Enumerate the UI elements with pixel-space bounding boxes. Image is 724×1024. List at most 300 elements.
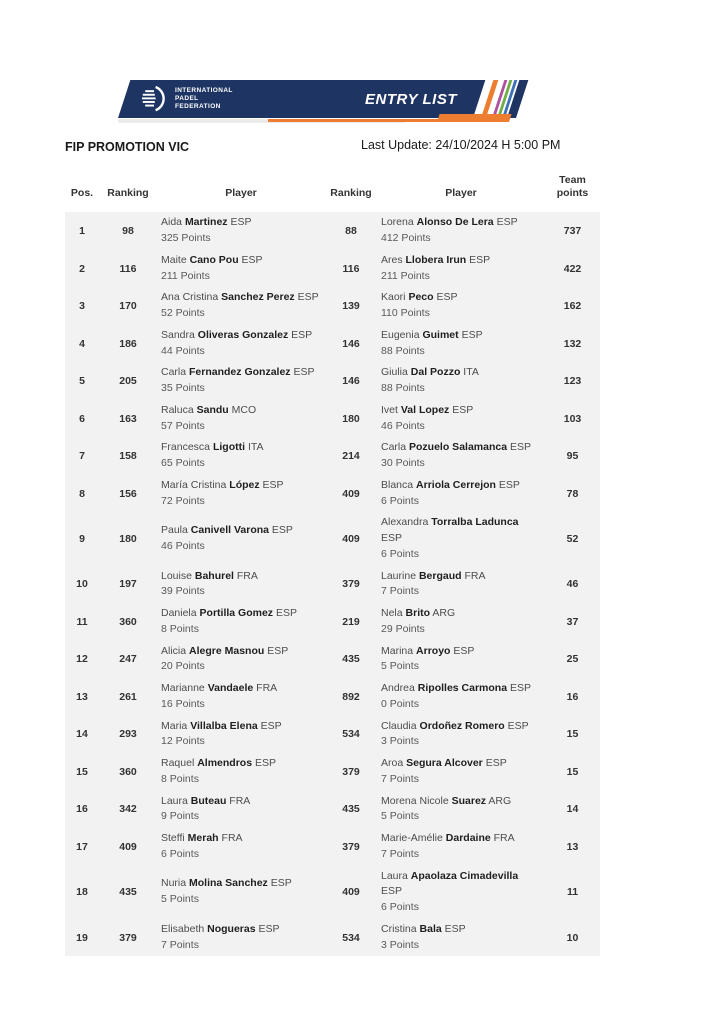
player-cell-b: [377, 566, 545, 604]
player-points: 46 Points: [161, 539, 205, 552]
player-cell-a: [157, 325, 325, 363]
player-name: [161, 794, 321, 810]
player-last-name: Suarez: [451, 794, 487, 807]
table-row: [65, 362, 600, 400]
ranking-cell-b: 146: [325, 325, 377, 363]
player-cell-b: [377, 678, 545, 716]
player-points: 3 Points: [381, 938, 419, 951]
player-last-name: Torralba Ladunca: [431, 516, 519, 529]
team-points-cell: 10: [545, 919, 600, 957]
ranking-cell-b: 409: [325, 866, 377, 919]
ranking-cell-a: 247: [99, 641, 157, 679]
player-first-name: Raluca: [161, 403, 194, 416]
player-points: 44 Points: [161, 344, 205, 357]
pos-cell: 4: [65, 325, 99, 363]
player-points: 8 Points: [161, 622, 199, 635]
player-name: [381, 403, 541, 419]
player-last-name: Almendros: [197, 757, 253, 769]
pos-cell: 8: [65, 475, 99, 513]
player-points: 5 Points: [161, 893, 199, 906]
ranking-cell-b: 214: [325, 437, 377, 475]
table-row: [65, 287, 600, 325]
team-points-cell: 11: [545, 866, 600, 919]
player-cell-a: [157, 512, 325, 565]
player-country-code: ESP: [381, 885, 403, 898]
pos-cell: 19: [65, 919, 99, 957]
player-name: [161, 876, 321, 892]
player-last-name: Sanchez Perez: [221, 291, 295, 304]
player-name: [161, 606, 321, 622]
player-name: [381, 515, 541, 547]
player-first-name: Raquel: [161, 757, 195, 769]
ranking-cell-a: 98: [99, 210, 157, 250]
fip-logo-line3: FEDERATION: [175, 102, 221, 110]
player-last-name: Molina Sanchez: [189, 877, 268, 890]
player-last-name: Martinez: [184, 216, 228, 229]
banner-orange-wedge: [437, 114, 512, 122]
pos-cell: 17: [65, 828, 99, 866]
team-points-cell: 422: [545, 250, 600, 288]
player-points: 325 Points: [161, 232, 211, 244]
table-row: [65, 210, 600, 250]
player-name: [161, 831, 321, 847]
player-first-name: Paula: [161, 524, 188, 537]
player-last-name: Brito: [405, 607, 431, 619]
player-first-name: Nela: [381, 607, 403, 619]
player-last-name: Nogueras: [207, 922, 256, 935]
player-name: [161, 290, 321, 306]
player-points: 0 Points: [381, 697, 419, 710]
player-cell-a: [157, 362, 325, 400]
player-points: 7 Points: [381, 847, 419, 860]
banner-orange-line: [268, 119, 440, 122]
player-first-name: Maite: [161, 253, 187, 266]
player-cell-a: [157, 566, 325, 604]
player-points: 3 Points: [381, 735, 419, 748]
team-points-cell: 14: [545, 791, 600, 829]
player-name: [161, 523, 321, 539]
fip-globe-icon: [138, 83, 170, 115]
player-first-name: Alexandra: [381, 516, 429, 529]
player-cell-a: [157, 641, 325, 679]
player-points: 110 Points: [381, 307, 430, 319]
player-first-name: Blanca: [381, 478, 414, 491]
table-row: [65, 325, 600, 363]
player-points: 412 Points: [381, 232, 431, 244]
player-first-name: Sandra: [161, 328, 195, 341]
player-name: [381, 328, 541, 344]
player-country-code: ITA: [247, 441, 264, 454]
player-country-code: ESP: [297, 291, 319, 304]
player-name: [161, 569, 321, 585]
player-country-code: ESP: [381, 532, 403, 544]
ranking-cell-a: 116: [99, 250, 157, 288]
player-country-code: ARG: [488, 794, 512, 807]
player-first-name: Lorena: [381, 216, 414, 229]
player-name: [381, 215, 541, 231]
player-first-name: Aroa: [381, 757, 404, 769]
table-row: [65, 641, 600, 679]
last-update-text: Last Update: 24/10/2024 H 5:00 PM: [361, 138, 561, 152]
ranking-cell-a: 163: [99, 400, 157, 438]
team-points-cell: 132: [545, 325, 600, 363]
pos-cell: 13: [65, 678, 99, 716]
player-country-code: ESP: [496, 216, 518, 229]
player-points: 5 Points: [381, 810, 419, 823]
player-points: 5 Points: [381, 660, 419, 673]
player-last-name: Pozuelo Salamanca: [409, 441, 508, 454]
player-first-name: María Cristina: [161, 478, 227, 491]
player-name: [381, 756, 541, 772]
team-points-cell: 78: [545, 475, 600, 513]
player-cell-b: [377, 210, 545, 250]
table-header-row: [65, 170, 600, 210]
player-first-name: Steffi: [161, 832, 185, 844]
player-last-name: Portilla Gomez: [199, 607, 274, 619]
player-name: [161, 478, 321, 494]
player-first-name: Ares: [381, 253, 403, 266]
table-row: [65, 603, 600, 641]
player-last-name: Bala: [419, 922, 442, 935]
player-cell-a: [157, 400, 325, 438]
player-last-name: Alegre Masnou: [189, 644, 265, 657]
player-country-code: FRA: [221, 832, 243, 844]
col-header-team-points: Team points: [545, 170, 600, 210]
player-country-code: ESP: [452, 403, 474, 416]
player-points: 35 Points: [161, 382, 205, 394]
player-cell-a: [157, 919, 325, 957]
table-body: [65, 210, 600, 957]
player-last-name: Dal Pozzo: [410, 366, 461, 379]
player-last-name: Dardaine: [445, 832, 491, 844]
player-points: 88 Points: [381, 344, 425, 357]
player-cell-a: [157, 210, 325, 250]
player-points: 46 Points: [381, 419, 425, 432]
player-name: [381, 290, 541, 306]
pos-cell: 15: [65, 753, 99, 791]
ranking-cell-b: 534: [325, 919, 377, 957]
player-last-name: Peco: [408, 291, 434, 304]
team-points-cell: 123: [545, 362, 600, 400]
ranking-cell-a: 180: [99, 512, 157, 565]
fip-logo-line1: INTERNATIONAL: [175, 87, 233, 95]
player-first-name: Alicia: [161, 644, 187, 657]
ranking-cell-a: 293: [99, 716, 157, 754]
player-last-name: Apaolaza Cimadevilla: [410, 869, 519, 882]
player-cell-b: [377, 400, 545, 438]
player-last-name: Alonso De Lera: [416, 216, 494, 229]
player-last-name: Guimet: [422, 328, 459, 341]
player-first-name: Marina: [381, 644, 414, 657]
player-points: 65 Points: [161, 457, 205, 469]
player-cell-a: [157, 287, 325, 325]
ranking-cell-a: 170: [99, 287, 157, 325]
fip-logo-line2: PADEL: [175, 95, 199, 103]
table-row: [65, 400, 600, 438]
ranking-cell-b: 379: [325, 566, 377, 604]
player-last-name: Arriola Cerrejon: [416, 478, 496, 491]
player-cell-b: [377, 641, 545, 679]
player-name: [381, 365, 541, 381]
player-name: [381, 440, 541, 456]
entry-table: [65, 170, 600, 956]
player-points: 20 Points: [161, 660, 205, 673]
ranking-cell-a: 409: [99, 828, 157, 866]
player-first-name: Giulia: [381, 366, 408, 379]
player-cell-a: [157, 791, 325, 829]
ranking-cell-b: 180: [325, 400, 377, 438]
fip-logo: [138, 83, 233, 115]
document-header: [65, 138, 600, 154]
col-header-ranking2: Ranking: [325, 170, 377, 210]
ranking-cell-b: 146: [325, 362, 377, 400]
ranking-cell-b: 435: [325, 791, 377, 829]
player-country-code: ESP: [444, 922, 466, 935]
player-name: [381, 644, 541, 660]
pos-cell: 5: [65, 362, 99, 400]
player-country-code: ARG: [432, 607, 456, 619]
player-name: [381, 681, 541, 697]
player-points: 16 Points: [161, 697, 205, 710]
team-points-cell: 13: [545, 828, 600, 866]
player-points: 12 Points: [161, 735, 205, 748]
player-country-code: ESP: [485, 757, 507, 769]
player-name: [381, 478, 541, 494]
player-last-name: Oliveras Gonzalez: [197, 328, 289, 341]
table-row: [65, 250, 600, 288]
pos-cell: 3: [65, 287, 99, 325]
player-cell-b: [377, 362, 545, 400]
team-points-cell: 95: [545, 437, 600, 475]
table-row: [65, 678, 600, 716]
ranking-cell-a: 379: [99, 919, 157, 957]
ranking-cell-b: 116: [325, 250, 377, 288]
ranking-cell-b: 435: [325, 641, 377, 679]
pos-cell: 12: [65, 641, 99, 679]
player-country-code: ESP: [230, 216, 252, 229]
player-name: [161, 440, 321, 456]
player-first-name: Laura: [381, 869, 408, 882]
team-points-cell: 46: [545, 566, 600, 604]
player-country-code: ITA: [463, 366, 479, 379]
player-first-name: Ana Cristina: [161, 291, 219, 304]
pos-cell: 9: [65, 512, 99, 565]
player-name: [161, 403, 321, 419]
player-name: [161, 922, 321, 938]
table-row: [65, 437, 600, 475]
player-name: [161, 328, 321, 344]
player-points: 7 Points: [381, 772, 419, 785]
pos-cell: 14: [65, 716, 99, 754]
player-country-code: ESP: [453, 644, 475, 657]
player-first-name: Andrea: [381, 682, 415, 694]
player-name: [161, 756, 321, 772]
player-country-code: ESP: [436, 291, 458, 304]
ranking-cell-a: 186: [99, 325, 157, 363]
player-cell-a: [157, 678, 325, 716]
player-cell-a: [157, 437, 325, 475]
pos-cell: 11: [65, 603, 99, 641]
player-cell-b: [377, 287, 545, 325]
fip-logo-text: [175, 87, 233, 110]
table-row: [65, 791, 600, 829]
ranking-cell-b: 379: [325, 753, 377, 791]
ranking-cell-b: 409: [325, 475, 377, 513]
player-name: [161, 365, 321, 381]
player-points: 6 Points: [161, 847, 199, 860]
player-name: [381, 253, 541, 269]
player-first-name: Laurine: [381, 569, 417, 582]
pos-cell: 18: [65, 866, 99, 919]
player-country-code: FRA: [229, 794, 251, 807]
col-header-ranking1: Ranking: [99, 170, 157, 210]
player-first-name: Marianne: [161, 682, 205, 694]
player-points: 52 Points: [161, 307, 205, 319]
player-points: 211 Points: [161, 269, 210, 282]
pos-cell: 7: [65, 437, 99, 475]
player-country-code: ESP: [267, 644, 289, 657]
col-header-player2: Player: [377, 170, 545, 210]
ranking-cell-a: 158: [99, 437, 157, 475]
ranking-cell-b: 892: [325, 678, 377, 716]
player-name: [381, 831, 541, 847]
player-name: [381, 719, 541, 735]
player-last-name: Cano Pou: [189, 253, 239, 266]
pos-cell: 10: [65, 566, 99, 604]
table-row: [65, 566, 600, 604]
player-points: 57 Points: [161, 419, 205, 432]
entry-list-title: ENTRY LIST: [365, 90, 457, 108]
player-first-name: Maria: [161, 719, 188, 732]
player-last-name: Fernandez Gonzalez: [189, 366, 291, 379]
ranking-cell-a: 360: [99, 603, 157, 641]
player-name: [381, 869, 541, 901]
player-last-name: Bahurel: [194, 569, 234, 582]
table-row: [65, 512, 600, 565]
player-country-code: FRA: [236, 569, 258, 582]
table-header: [65, 170, 600, 210]
player-first-name: Carla: [381, 441, 407, 454]
team-points-cell: 52: [545, 512, 600, 565]
player-name: [381, 606, 541, 622]
player-last-name: Arroyo: [416, 644, 451, 657]
player-cell-b: [377, 753, 545, 791]
player-last-name: Llobera Irun: [405, 253, 467, 266]
player-cell-b: [377, 603, 545, 641]
ranking-cell-b: 139: [325, 287, 377, 325]
ranking-cell-b: 534: [325, 716, 377, 754]
player-country-code: ESP: [262, 478, 284, 491]
player-name: [161, 253, 321, 269]
player-cell-b: [377, 828, 545, 866]
player-points: 9 Points: [161, 810, 199, 823]
player-points: 7 Points: [381, 585, 419, 598]
table-row: [65, 828, 600, 866]
ranking-cell-a: 197: [99, 566, 157, 604]
player-first-name: Carla: [161, 366, 187, 379]
ranking-cell-b: 219: [325, 603, 377, 641]
player-last-name: Bergaud: [418, 569, 462, 582]
player-cell-a: [157, 753, 325, 791]
player-points: 39 Points: [161, 585, 205, 598]
ranking-cell-a: 261: [99, 678, 157, 716]
player-country-code: ESP: [509, 441, 531, 454]
player-first-name: Francesca: [161, 441, 211, 454]
player-cell-a: [157, 250, 325, 288]
player-country-code: ESP: [270, 877, 292, 890]
player-country-code: ESP: [275, 607, 297, 619]
table-row: [65, 475, 600, 513]
player-first-name: Elisabeth: [161, 922, 205, 935]
player-name: [161, 681, 321, 697]
player-name: [161, 719, 321, 735]
player-last-name: Val Lopez: [400, 403, 450, 416]
team-points-cell: 15: [545, 716, 600, 754]
player-cell-b: [377, 512, 545, 565]
player-points: 211 Points: [381, 269, 430, 282]
player-cell-b: [377, 791, 545, 829]
player-name: [381, 794, 541, 810]
player-points: 29 Points: [381, 622, 425, 635]
player-first-name: Marie-Amélie: [381, 832, 443, 844]
team-points-cell: 16: [545, 678, 600, 716]
player-cell-b: [377, 716, 545, 754]
player-last-name: Ligotti: [212, 441, 246, 454]
player-country-code: ESP: [461, 328, 483, 341]
player-name: [381, 569, 541, 585]
player-first-name: Daniela: [161, 607, 197, 619]
player-country-code: FRA: [256, 682, 278, 694]
player-points: 6 Points: [381, 901, 419, 913]
player-first-name: Louise: [161, 569, 192, 582]
event-title: FIP PROMOTION VIC: [65, 140, 190, 154]
player-country-code: ESP: [254, 757, 276, 769]
player-cell-a: [157, 866, 325, 919]
table-row: [65, 716, 600, 754]
col-header-pos: Pos.: [65, 170, 99, 210]
player-country-code: ESP: [271, 524, 293, 537]
player-points: 30 Points: [381, 457, 425, 469]
player-cell-b: [377, 325, 545, 363]
player-last-name: Sandu: [196, 403, 229, 416]
ranking-cell-a: 435: [99, 866, 157, 919]
team-points-cell: 25: [545, 641, 600, 679]
player-cell-b: [377, 250, 545, 288]
player-country-code: ESP: [260, 719, 282, 732]
player-last-name: Canivell Varona: [190, 524, 269, 537]
player-name: [381, 922, 541, 938]
player-country-code: ESP: [509, 682, 531, 694]
ranking-cell-b: 409: [325, 512, 377, 565]
team-points-cell: 103: [545, 400, 600, 438]
team-points-cell: 737: [545, 210, 600, 250]
player-first-name: Eugenia: [381, 328, 420, 341]
player-cell-a: [157, 716, 325, 754]
player-cell-a: [157, 603, 325, 641]
player-country-code: ESP: [258, 922, 280, 935]
player-points: 88 Points: [381, 382, 425, 394]
player-first-name: Cristina: [381, 922, 417, 935]
player-country-code: FRA: [493, 832, 515, 844]
player-last-name: López: [229, 478, 260, 491]
player-cell-b: [377, 475, 545, 513]
pos-cell: 1: [65, 210, 99, 250]
ranking-cell-a: 205: [99, 362, 157, 400]
pos-cell: 6: [65, 400, 99, 438]
player-cell-a: [157, 828, 325, 866]
player-name: [161, 644, 321, 660]
ranking-cell-b: 379: [325, 828, 377, 866]
